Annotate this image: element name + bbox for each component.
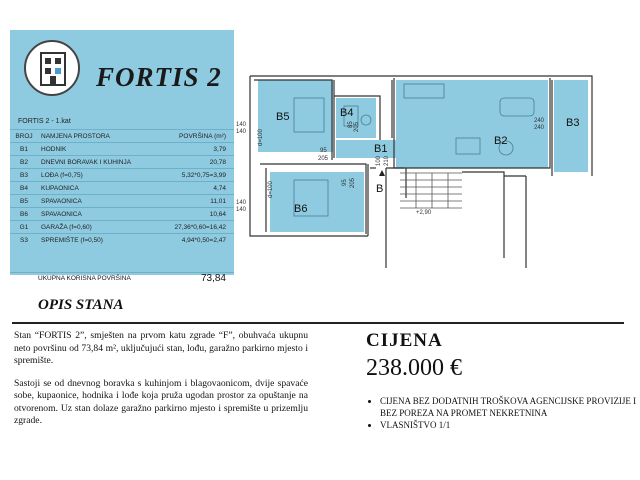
- dim-label: 240: [534, 125, 545, 131]
- dim-label: 210: [384, 155, 390, 166]
- price-value: 238.000 €: [366, 355, 462, 381]
- table-subtitle: FORTIS 2 - 1.kat: [18, 118, 71, 125]
- row-name: HODNIK: [38, 143, 157, 156]
- dim-label: d=100: [268, 181, 274, 198]
- header-area: POVRŠINA (m²): [157, 130, 234, 143]
- floor-plan: [236, 68, 636, 283]
- row-area: 20,78: [157, 156, 234, 169]
- total-row: [10, 272, 234, 287]
- header-code: BROJ: [10, 130, 38, 143]
- dim-label: 85: [348, 121, 354, 128]
- header-name: NAMJENA PROSTORA: [38, 130, 157, 143]
- dim-label: 100: [376, 155, 382, 166]
- row-code: B3: [10, 169, 38, 182]
- total-label: UKUPNA KORISNA POVRŠINA: [38, 275, 131, 282]
- row-code: B4: [10, 182, 38, 195]
- row-area: 4,74: [157, 182, 234, 195]
- dim-label: 140: [236, 207, 247, 213]
- dim-label: 205: [318, 156, 329, 162]
- row-name: SPAVAONICA: [38, 208, 157, 221]
- table-row: [10, 221, 234, 234]
- row-name: SPREMIŠTE (f=0,50): [38, 234, 157, 247]
- description-text: [14, 330, 308, 438]
- room-label-b: B: [376, 183, 384, 195]
- level-label: +2,90: [416, 210, 432, 216]
- table-row: [10, 143, 234, 156]
- dim-label: 240: [534, 118, 545, 124]
- building-icon: [24, 40, 80, 96]
- table-row: [10, 208, 234, 221]
- row-area: 3,79: [157, 143, 234, 156]
- row-name: SPAVAONICA: [38, 195, 157, 208]
- table-header-row: [10, 130, 234, 143]
- dim-label: 140: [236, 200, 247, 206]
- dim-label: 95: [342, 179, 348, 186]
- price-note: • CIJENA BEZ DODATNIH TROŠKOVA AGENCIJSKE PROVIZIJE I BEZ POREZA NA PROMET NEKRETNINA: [380, 395, 640, 419]
- price-heading: CIJENA: [366, 330, 443, 351]
- room-label-b3: B3: [566, 117, 580, 129]
- row-area: 10,64: [157, 208, 234, 221]
- row-code: B5: [10, 195, 38, 208]
- dim-label: d=100: [258, 129, 264, 146]
- description-paragraph: Stan “FORTIS 2”, smješten na prvom katu zgrade “F”, obuhvaća ukupnu neto površinu od 73,84 m², uključujući stan, lođu, garažno parkirno mjesto i spremište.: [14, 330, 308, 366]
- dim-label: 140: [236, 129, 247, 135]
- row-code: G1: [10, 221, 38, 234]
- divider: [12, 322, 624, 324]
- row-area: 27,36*0,60=16,42: [157, 221, 234, 234]
- table-row: [10, 182, 234, 195]
- room-label-b5: B5: [276, 111, 290, 123]
- row-code: B6: [10, 208, 38, 221]
- row-name: LOĐA (f=0,75): [38, 169, 157, 182]
- table-row: [10, 234, 234, 247]
- row-code: B1: [10, 143, 38, 156]
- price-note: • VLASNIŠTVO 1/1: [380, 419, 640, 431]
- table-row: [10, 169, 234, 182]
- dim-label: 140: [236, 122, 247, 128]
- entrance-arrow-icon: [379, 170, 385, 176]
- row-name: KUPAONICA: [38, 182, 157, 195]
- row-name: DNEVNI BORAVAK I KUHINJA: [38, 156, 157, 169]
- total-value: 73,84: [200, 273, 226, 284]
- dim-label: 205: [354, 121, 360, 132]
- room-b2-fill: [396, 80, 548, 168]
- stairs: [400, 173, 462, 208]
- row-code: B2: [10, 156, 38, 169]
- room-label-b4: B4: [340, 107, 354, 119]
- description-paragraph: Sastoji se od dnevnog boravka s kuhinjom i blagovaonicom, dvije spavaće sobe, kupaonice, hodnika i lođe koja pruža ugodan prostor za opuštanje na otvorenom. Uz stan dolaze garažno parkirno mjesto i spremište u prizemlju zgrade.: [14, 377, 308, 426]
- rooms-table: [10, 129, 234, 246]
- room-label-b6: B6: [294, 203, 308, 215]
- row-code: S3: [10, 234, 38, 247]
- description-heading: OPIS STANA: [38, 297, 124, 313]
- room-b5-fill: [258, 80, 333, 152]
- brand-title: FORTIS 2: [96, 62, 222, 92]
- table-row: [10, 195, 234, 208]
- row-area: 11,01: [157, 195, 234, 208]
- room-label-b2: B2: [494, 135, 508, 147]
- row-name: GARAŽA (f=0,60): [38, 221, 157, 234]
- dim-label: 95: [320, 148, 327, 154]
- row-area: 4,94*0,50=2,47: [157, 234, 234, 247]
- price-notes: [366, 395, 640, 431]
- room-label-b1: B1: [374, 143, 388, 155]
- info-panel: [10, 30, 234, 284]
- dim-label: 205: [350, 177, 356, 188]
- table-row: [10, 156, 234, 169]
- row-area: 5,32*0,75=3,99: [157, 169, 234, 182]
